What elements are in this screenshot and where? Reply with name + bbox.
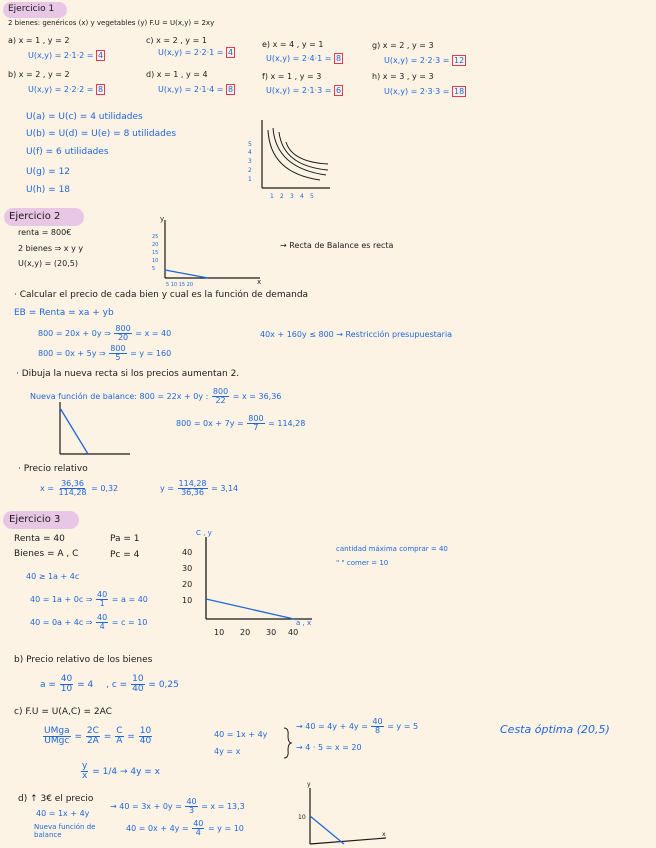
ex1-summary-line: U(b) = U(d) = U(e) = 8 utilidades	[26, 129, 177, 139]
ex3-c-ratio: $\frac{\text{UMga}}{\text{UMgc}}$ = $\frac{2C}{2A}$ = $\frac{C}{A}$ = $\frac{10}{40}$	[44, 726, 152, 746]
ex2-relative-price-y: y = $\frac{114,28}{36,36}$ = 3,14	[160, 479, 239, 497]
ex2-new-balance-2: 800 = 0x + 7y = $\frac{800}{7}$ = 114,28	[176, 414, 306, 432]
ytick: 30	[182, 564, 193, 573]
ex3-system-2: 4y = x	[214, 747, 241, 756]
ex3-b-head: b) Precio relativo de los bienes	[14, 655, 153, 665]
ex3-line-3: 40 = 0a + 4c ⇒ $\frac{40}{4}$ = c = 10	[30, 613, 148, 631]
ytick: 2	[248, 167, 252, 174]
ex1-item-a-head: a) x = 1 , y = 2	[8, 36, 70, 45]
ex2-relative-price-x: x = $\frac{36,36}{114,28}$ = 0,32	[40, 479, 119, 497]
ytick: 5	[248, 141, 252, 148]
ex3-d-new-balance-label: Nueva función de balance	[34, 823, 96, 839]
x-axis-label: x	[382, 831, 386, 838]
xtick: 2	[280, 193, 284, 200]
result-box: 4	[228, 48, 234, 57]
ex3-d-line-1: 40 = 1x + 4y	[36, 809, 90, 818]
xticks: 5 10 15 20	[166, 282, 194, 288]
result-box: 18	[454, 87, 465, 96]
ex2-budget-graph	[150, 216, 260, 288]
ex1-summary-line: U(a) = U(c) = 4 utilidades	[26, 112, 143, 122]
ex1-item-d-formula: U(x,y) = 2·1·4 = 8	[158, 85, 234, 94]
result-box: 8	[228, 85, 234, 94]
xtick: 20	[240, 628, 251, 637]
ex3-title: Ejercicio 3	[9, 514, 61, 525]
result-box: 12	[454, 56, 465, 65]
xtick: 10	[214, 628, 225, 637]
ytick: 1	[248, 176, 252, 183]
ex2-renta: renta = 800€	[18, 228, 72, 237]
ex2-restriction: 40x + 160y ≤ 800 → Restricción presupuestaria	[260, 330, 453, 339]
ex1-item-h-formula: U(x,y) = 2·3·3 = 18	[384, 87, 465, 96]
ex1-intro: 2 bienes: genéricos (x) y vegetables (y) F.U = U(x,y) = 2xy	[8, 19, 215, 27]
ex1-item-h-head: h) x = 3 , y = 3	[372, 72, 434, 81]
x-axis-label: x	[257, 278, 262, 286]
ex2-question-1: · Calcular el precio de cada bien y cual es la función de demanda	[14, 290, 309, 300]
ex3-bienes: Bienes = A , C	[14, 549, 79, 559]
xtick: 40	[288, 628, 299, 637]
ex1-summary-line: U(g) = 12	[26, 167, 71, 177]
ex1-item-e-formula: U(x,y) = 2·4·1 = 8	[266, 54, 342, 63]
ex2-bienes: 2 bienes ⇒ x y y	[18, 244, 84, 253]
ytick: 10	[298, 814, 306, 821]
ex1-summary-line: U(h) = 18	[26, 185, 71, 195]
ytick: 10	[152, 258, 159, 264]
y-axis-label: y	[307, 781, 311, 788]
ytick: 3	[248, 158, 252, 165]
ex2-uxy: U(x,y) = (20,5)	[18, 259, 78, 268]
ex2-eq2: 800 = 0x + 5y ⇒ $\frac{800}{5}$ = y = 160	[38, 344, 172, 362]
xtick: 4	[300, 193, 304, 200]
ex3-renta: Renta = 40	[14, 534, 65, 544]
ex1-item-g-formula: U(x,y) = 2·2·3 = 12	[384, 56, 465, 65]
x-axis-label: a , x	[296, 619, 312, 627]
ex3-cantidad-1: cantidad máxima comprar = 40	[336, 545, 448, 553]
ex3-pc: Pc = 4	[110, 550, 140, 560]
ytick: 40	[182, 548, 193, 557]
ex3-d-graph	[298, 781, 388, 846]
ex2-question-3: · Precio relativo	[18, 464, 88, 474]
ytick: 25	[152, 234, 159, 240]
xtick: 5	[310, 193, 314, 200]
ex2-eq1: 800 = 20x + 0y ⇒ $\frac{800}{20}$ = x = 40	[38, 324, 172, 342]
ytick: 20	[152, 242, 159, 248]
ex3-line-1: 40 ≥ 1a + 4c	[26, 572, 80, 581]
ex1-item-f-formula: U(x,y) = 2·1·3 = 6	[266, 86, 342, 95]
ytick: 4	[248, 149, 252, 156]
result-box: 8	[98, 85, 104, 94]
ex2-recta-note: → Recta de Balance es recta	[280, 241, 394, 250]
ex1-summary-line: U(f) = 6 utilidades	[26, 147, 109, 157]
y-axis-label: y	[160, 215, 165, 223]
brace-icon	[282, 726, 292, 760]
ex3-d-line-2: → 40 = 3x + 0y = $\frac{40}{3}$ = x = 13,3	[110, 797, 245, 815]
xtick: 1	[270, 193, 274, 200]
ex3-pa: Pa = 1	[110, 534, 140, 544]
indifference-curves-graph	[240, 118, 330, 198]
ex1-title: Ejercicio 1	[8, 4, 55, 14]
ex3-b-relative: a = $\frac{40}{10}$ = 4 , c = $\frac{10}{40}$ = 0,25	[40, 674, 179, 694]
result-box: 6	[336, 86, 342, 95]
y-axis-label: C , y	[196, 529, 212, 537]
ytick: 15	[152, 250, 159, 256]
ex3-cantidad-2: " " comer = 10	[336, 559, 389, 567]
xtick: 3	[290, 193, 294, 200]
ex1-item-a-formula: U(x,y) = 2·1·2 = 4	[28, 51, 104, 60]
xtick: 30	[266, 628, 277, 637]
ex1-item-b-formula: U(x,y) = 2·2·2 = 8	[28, 85, 104, 94]
ytick: 20	[182, 580, 193, 589]
ex2-question-2: · Dibuja la nueva recta si los precios aumentan 2.	[16, 369, 240, 379]
ex3-system-1: 40 = 1x + 4y	[214, 730, 268, 739]
ex1-item-g-head: g) x = 2 , y = 3	[372, 41, 434, 50]
ytick: 10	[182, 596, 193, 605]
ex3-optimal-basket: Cesta óptima (20,5)	[500, 723, 610, 736]
ex1-item-b-head: b) x = 2 , y = 2	[8, 70, 70, 79]
ex2-new-budget-graph	[50, 400, 130, 460]
ex1-item-d-head: d) x = 1 , y = 4	[146, 70, 208, 79]
ex1-item-f-head: f) x = 1 , y = 3	[262, 72, 322, 81]
ex3-d-head: d) ↑ 3€ el precio	[18, 794, 94, 804]
ytick: 5	[152, 266, 156, 272]
ex2-new-balance-1: Nueva función de balance: 800 = 22x + 0y : $\frac{800}{22}$ = x = 36,36	[30, 387, 282, 405]
result-box: 8	[336, 54, 342, 63]
ex2-title: Ejercicio 2	[9, 211, 61, 222]
result-box: 4	[98, 51, 104, 60]
ex3-result-2: → 4 · 5 = x = 20	[296, 743, 362, 752]
ex2-eq-head: EB = Renta = xa + yb	[14, 308, 114, 318]
ex1-item-c-head: c) x = 2 , y = 1	[146, 36, 207, 45]
ex1-item-e-head: e) x = 4 , y = 1	[262, 40, 324, 49]
ex3-result-1: → 40 = 4y + 4y = $\frac{40}{8}$ = y = 5	[296, 717, 419, 735]
ex3-budget-graph	[182, 527, 312, 642]
ex3-c-head: c) F.U = U(A,C) = 2AC	[14, 707, 112, 717]
ex3-line-2: 40 = 1a + 0c ⇒ $\frac{40}{1}$ = a = 40	[30, 590, 148, 608]
ex3-c-yx: $\frac{y}{x}$ = 1/4 → 4y = x	[82, 761, 160, 781]
ex3-d-line-3: 40 = 0x + 4y = $\frac{40}{4}$ = y = 10	[126, 819, 244, 837]
ex1-item-c-formula: U(x,y) = 2·2·1 = 4	[158, 48, 234, 57]
